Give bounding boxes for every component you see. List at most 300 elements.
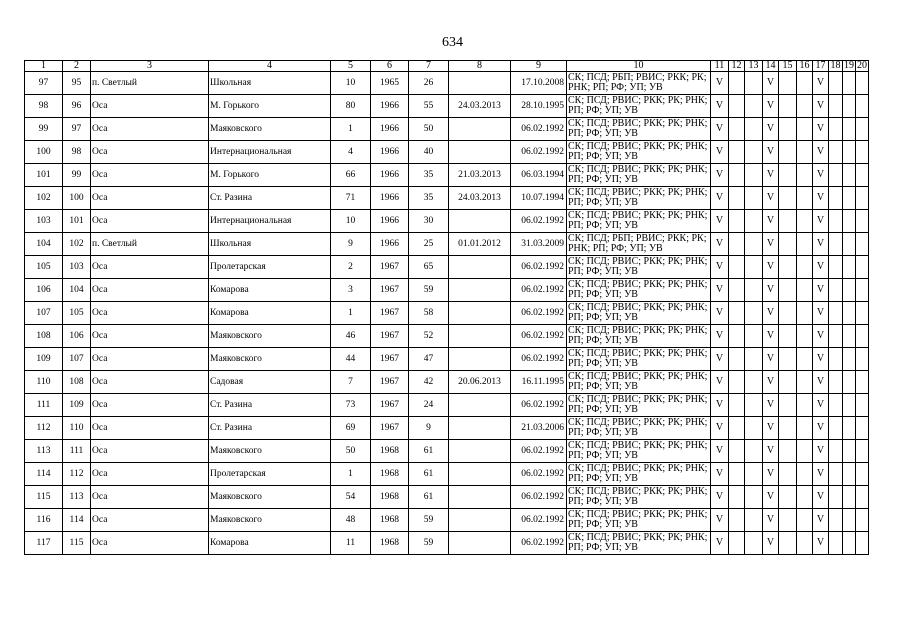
mark-cell-col-16 xyxy=(797,187,813,210)
mark-cell-col-11: V xyxy=(711,509,729,532)
mark-cell-col-14: V xyxy=(763,95,779,118)
house-number-cell: 66 xyxy=(331,164,371,187)
mark-cell-col-18 xyxy=(829,256,843,279)
table-row xyxy=(25,118,869,141)
mark-cell-col-17: V xyxy=(813,417,829,440)
mark-cell-col-16 xyxy=(797,233,813,256)
mark-cell-col-17: V xyxy=(813,210,829,233)
mark-cell-col-11: V xyxy=(711,325,729,348)
mark-cell-col-12 xyxy=(729,233,745,256)
mark-cell-col-11: V xyxy=(711,141,729,164)
mark-cell-col-17: V xyxy=(813,371,829,394)
mark-cell-col-14: V xyxy=(763,187,779,210)
settlement-cell: Оса xyxy=(91,486,209,509)
mark-cell-col-17: V xyxy=(813,532,829,555)
year-cell: 1967 xyxy=(371,302,409,325)
codes-cell: СК; ПСД; РВИС; РКК; РК; РНК; РП; РФ; УП; УВ xyxy=(567,210,711,233)
house-number-cell: 1 xyxy=(331,302,371,325)
settlement-cell: Оса xyxy=(91,440,209,463)
house-number-cell: 80 xyxy=(331,95,371,118)
mark-cell-col-15 xyxy=(779,279,797,302)
list-number: 107 xyxy=(63,348,91,371)
mark-cell-col-11: V xyxy=(711,233,729,256)
mark-cell-col-14: V xyxy=(763,256,779,279)
date-column-9-cell: 06.02.1992 xyxy=(511,348,567,371)
column-7-cell: 59 xyxy=(409,279,449,302)
mark-cell-col-19 xyxy=(843,417,856,440)
mark-cell-col-14: V xyxy=(763,279,779,302)
mark-cell-col-20 xyxy=(856,371,869,394)
list-number: 108 xyxy=(63,371,91,394)
mark-cell-col-16 xyxy=(797,532,813,555)
mark-cell-col-12 xyxy=(729,417,745,440)
mark-cell-col-16 xyxy=(797,394,813,417)
mark-cell-col-19 xyxy=(843,95,856,118)
house-number-cell: 3 xyxy=(331,279,371,302)
settlement-cell: Оса xyxy=(91,95,209,118)
column-7-cell: 26 xyxy=(409,72,449,95)
mark-cell-col-16 xyxy=(797,440,813,463)
house-number-cell: 50 xyxy=(331,440,371,463)
date-column-9-cell: 10.07.1994 xyxy=(511,187,567,210)
street-cell: Ст. Разина xyxy=(209,394,331,417)
mark-cell-col-12 xyxy=(729,348,745,371)
codes-cell: СК; ПСД; РВИС; РКК; РК; РНК; РП; РФ; УП; УВ xyxy=(567,394,711,417)
mark-cell-col-18 xyxy=(829,279,843,302)
street-cell: Интернациональная xyxy=(209,141,331,164)
year-cell: 1967 xyxy=(371,371,409,394)
mark-cell-col-19 xyxy=(843,233,856,256)
mark-cell-col-17: V xyxy=(813,141,829,164)
table-row xyxy=(25,302,869,325)
street-cell: Маяковского xyxy=(209,440,331,463)
codes-cell: СК; ПСД; РВИС; РКК; РК; РНК; РП; РФ; УП; УВ xyxy=(567,279,711,302)
street-cell: Ст. Разина xyxy=(209,187,331,210)
table-row xyxy=(25,486,869,509)
mark-cell-col-12 xyxy=(729,371,745,394)
date-column-9-cell: 06.02.1992 xyxy=(511,118,567,141)
mark-cell-col-17: V xyxy=(813,348,829,371)
column-number-cell: 6 xyxy=(371,61,409,72)
codes-cell: СК; ПСД; РВИС; РКК; РК; РНК; РП; РФ; УП; УВ xyxy=(567,509,711,532)
mark-cell-col-12 xyxy=(729,141,745,164)
date-column-8-cell xyxy=(449,440,511,463)
mark-cell-col-16 xyxy=(797,325,813,348)
mark-cell-col-13 xyxy=(745,187,763,210)
mark-cell-col-20 xyxy=(856,118,869,141)
row-number: 117 xyxy=(25,532,63,555)
date-column-9-cell: 06.02.1992 xyxy=(511,256,567,279)
list-number: 95 xyxy=(63,72,91,95)
year-cell: 1966 xyxy=(371,233,409,256)
mark-cell-col-19 xyxy=(843,532,856,555)
date-column-8-cell: 24.03.2013 xyxy=(449,187,511,210)
page-number: 634 xyxy=(442,35,463,50)
row-number: 100 xyxy=(25,141,63,164)
column-7-cell: 9 xyxy=(409,417,449,440)
year-cell: 1965 xyxy=(371,72,409,95)
year-cell: 1966 xyxy=(371,164,409,187)
mark-cell-col-19 xyxy=(843,210,856,233)
street-cell: Маяковского xyxy=(209,118,331,141)
date-column-9-cell: 21.03.2006 xyxy=(511,417,567,440)
row-number: 109 xyxy=(25,348,63,371)
mark-cell-col-17: V xyxy=(813,463,829,486)
mark-cell-col-11: V xyxy=(711,256,729,279)
mark-cell-col-13 xyxy=(745,371,763,394)
codes-cell: СК; ПСД; РВИС; РКК; РК; РНК; РП; РФ; УП; УВ xyxy=(567,256,711,279)
mark-cell-col-15 xyxy=(779,532,797,555)
mark-cell-col-17: V xyxy=(813,279,829,302)
house-number-cell: 11 xyxy=(331,532,371,555)
year-cell: 1968 xyxy=(371,463,409,486)
settlement-cell: Оса xyxy=(91,210,209,233)
date-column-9-cell: 06.02.1992 xyxy=(511,463,567,486)
mark-cell-col-14: V xyxy=(763,348,779,371)
date-column-8-cell xyxy=(449,486,511,509)
row-number: 108 xyxy=(25,325,63,348)
mark-cell-col-13 xyxy=(745,302,763,325)
row-number: 114 xyxy=(25,463,63,486)
mark-cell-col-15 xyxy=(779,210,797,233)
row-number: 102 xyxy=(25,187,63,210)
mark-cell-col-16 xyxy=(797,95,813,118)
list-number: 106 xyxy=(63,325,91,348)
list-number: 109 xyxy=(63,394,91,417)
mark-cell-col-13 xyxy=(745,417,763,440)
column-number-cell: 15 xyxy=(779,61,797,72)
settlement-cell: Оса xyxy=(91,394,209,417)
column-7-cell: 25 xyxy=(409,233,449,256)
column-7-cell: 61 xyxy=(409,440,449,463)
mark-cell-col-20 xyxy=(856,256,869,279)
mark-cell-col-15 xyxy=(779,463,797,486)
mark-cell-col-16 xyxy=(797,348,813,371)
settlement-cell: Оса xyxy=(91,187,209,210)
date-column-8-cell xyxy=(449,509,511,532)
mark-cell-col-14: V xyxy=(763,118,779,141)
codes-cell: СК; ПСД; РВИС; РКК; РК; РНК; РП; РФ; УП; УВ xyxy=(567,325,711,348)
mark-cell-col-19 xyxy=(843,279,856,302)
mark-cell-col-16 xyxy=(797,256,813,279)
mark-cell-col-16 xyxy=(797,371,813,394)
date-column-8-cell: 20.06.2013 xyxy=(449,371,511,394)
mark-cell-col-18 xyxy=(829,187,843,210)
column-7-cell: 52 xyxy=(409,325,449,348)
date-column-9-cell: 06.02.1992 xyxy=(511,325,567,348)
year-cell: 1966 xyxy=(371,118,409,141)
column-7-cell: 35 xyxy=(409,187,449,210)
mark-cell-col-17: V xyxy=(813,233,829,256)
table-row xyxy=(25,187,869,210)
mark-cell-col-14: V xyxy=(763,509,779,532)
codes-cell: СК; ПСД; РВИС; РКК; РК; РНК; РП; РФ; УП; УВ xyxy=(567,371,711,394)
column-number-row xyxy=(25,61,869,72)
mark-cell-col-17: V xyxy=(813,118,829,141)
street-cell: Маяковского xyxy=(209,486,331,509)
row-number: 99 xyxy=(25,118,63,141)
mark-cell-col-11: V xyxy=(711,187,729,210)
year-cell: 1968 xyxy=(371,509,409,532)
mark-cell-col-15 xyxy=(779,440,797,463)
date-column-8-cell xyxy=(449,72,511,95)
mark-cell-col-17: V xyxy=(813,486,829,509)
mark-cell-col-12 xyxy=(729,440,745,463)
column-number-cell: 10 xyxy=(567,61,711,72)
mark-cell-col-18 xyxy=(829,302,843,325)
table-row xyxy=(25,394,869,417)
row-number: 103 xyxy=(25,210,63,233)
table-row xyxy=(25,509,869,532)
date-column-8-cell xyxy=(449,325,511,348)
table-row xyxy=(25,463,869,486)
settlement-cell: п. Светлый xyxy=(91,233,209,256)
table-row xyxy=(25,256,869,279)
column-7-cell: 58 xyxy=(409,302,449,325)
house-number-cell: 10 xyxy=(331,210,371,233)
mark-cell-col-16 xyxy=(797,279,813,302)
mark-cell-col-18 xyxy=(829,486,843,509)
mark-cell-col-19 xyxy=(843,302,856,325)
mark-cell-col-17: V xyxy=(813,302,829,325)
mark-cell-col-14: V xyxy=(763,210,779,233)
date-column-8-cell: 01.01.2012 xyxy=(449,233,511,256)
row-number: 110 xyxy=(25,371,63,394)
mark-cell-col-18 xyxy=(829,417,843,440)
mark-cell-col-20 xyxy=(856,532,869,555)
year-cell: 1966 xyxy=(371,95,409,118)
mark-cell-col-19 xyxy=(843,348,856,371)
date-column-8-cell xyxy=(449,463,511,486)
mark-cell-col-11: V xyxy=(711,95,729,118)
row-number: 111 xyxy=(25,394,63,417)
mark-cell-col-14: V xyxy=(763,72,779,95)
mark-cell-col-14: V xyxy=(763,233,779,256)
date-column-8-cell xyxy=(449,118,511,141)
date-column-9-cell: 06.02.1992 xyxy=(511,141,567,164)
settlement-cell: Оса xyxy=(91,532,209,555)
column-7-cell: 65 xyxy=(409,256,449,279)
date-column-9-cell: 06.02.1992 xyxy=(511,279,567,302)
mark-cell-col-15 xyxy=(779,233,797,256)
settlement-cell: п. Светлый xyxy=(91,72,209,95)
codes-cell: СК; ПСД; РБП; РВИС; РКК; РК; РНК; РП; РФ; УП; УВ xyxy=(567,233,711,256)
house-number-cell: 71 xyxy=(331,187,371,210)
mark-cell-col-12 xyxy=(729,279,745,302)
list-number: 111 xyxy=(63,440,91,463)
column-7-cell: 35 xyxy=(409,164,449,187)
mark-cell-col-14: V xyxy=(763,463,779,486)
mark-cell-col-12 xyxy=(729,394,745,417)
mark-cell-col-20 xyxy=(856,348,869,371)
list-number: 115 xyxy=(63,532,91,555)
house-number-cell: 48 xyxy=(331,509,371,532)
mark-cell-col-18 xyxy=(829,72,843,95)
date-column-9-cell: 06.03.1994 xyxy=(511,164,567,187)
street-cell: Маяковского xyxy=(209,509,331,532)
row-number: 116 xyxy=(25,509,63,532)
list-number: 102 xyxy=(63,233,91,256)
list-number: 114 xyxy=(63,509,91,532)
list-number: 110 xyxy=(63,417,91,440)
table-row xyxy=(25,371,869,394)
settlement-cell: Оса xyxy=(91,463,209,486)
house-number-cell: 1 xyxy=(331,463,371,486)
mark-cell-col-12 xyxy=(729,187,745,210)
mark-cell-col-13 xyxy=(745,118,763,141)
mark-cell-col-14: V xyxy=(763,141,779,164)
date-column-8-cell xyxy=(449,417,511,440)
date-column-8-cell xyxy=(449,348,511,371)
column-number-cell: 20 xyxy=(857,60,867,71)
date-column-8-cell xyxy=(449,210,511,233)
row-number: 113 xyxy=(25,440,63,463)
mark-cell-col-15 xyxy=(779,371,797,394)
year-cell: 1967 xyxy=(371,256,409,279)
row-number: 104 xyxy=(25,233,63,256)
mark-cell-col-15 xyxy=(779,348,797,371)
mark-cell-col-20 xyxy=(856,440,869,463)
mark-cell-col-20 xyxy=(856,164,869,187)
mark-cell-col-15 xyxy=(779,164,797,187)
street-cell: Садовая xyxy=(209,371,331,394)
street-cell: Пролетарская xyxy=(209,463,331,486)
mark-cell-col-18 xyxy=(829,164,843,187)
mark-cell-col-16 xyxy=(797,509,813,532)
table-row xyxy=(25,532,869,555)
date-column-9-cell: 06.02.1992 xyxy=(511,532,567,555)
mark-cell-col-16 xyxy=(797,486,813,509)
date-column-9-cell: 17.10.2008 xyxy=(511,72,567,95)
mark-cell-col-17: V xyxy=(813,394,829,417)
mark-cell-col-14: V xyxy=(763,532,779,555)
column-7-cell: 30 xyxy=(409,210,449,233)
year-cell: 1968 xyxy=(371,486,409,509)
year-cell: 1967 xyxy=(371,325,409,348)
street-cell: Интернациональная xyxy=(209,210,331,233)
codes-cell: СК; ПСД; РВИС; РКК; РК; РНК; РП; РФ; УП; УВ xyxy=(567,417,711,440)
date-column-9-cell: 06.02.1992 xyxy=(511,509,567,532)
mark-cell-col-12 xyxy=(729,325,745,348)
mark-cell-col-13 xyxy=(745,463,763,486)
column-7-cell: 61 xyxy=(409,486,449,509)
row-number: 107 xyxy=(25,302,63,325)
mark-cell-col-14: V xyxy=(763,164,779,187)
mark-cell-col-20 xyxy=(856,141,869,164)
mark-cell-col-15 xyxy=(779,486,797,509)
mark-cell-col-11: V xyxy=(711,486,729,509)
mark-cell-col-17: V xyxy=(813,440,829,463)
mark-cell-col-11: V xyxy=(711,164,729,187)
mark-cell-col-13 xyxy=(745,325,763,348)
settlement-cell: Оса xyxy=(91,417,209,440)
mark-cell-col-20 xyxy=(856,417,869,440)
table-row xyxy=(25,141,869,164)
column-number-cell: 2 xyxy=(63,61,91,72)
date-column-8-cell: 24.03.2013 xyxy=(449,95,511,118)
mark-cell-col-12 xyxy=(729,256,745,279)
mark-cell-col-20 xyxy=(856,279,869,302)
mark-cell-col-13 xyxy=(745,141,763,164)
mark-cell-col-13 xyxy=(745,509,763,532)
table-row xyxy=(25,348,869,371)
table-row xyxy=(25,279,869,302)
housing-register-table xyxy=(24,60,869,555)
mark-cell-col-13 xyxy=(745,164,763,187)
house-number-cell: 7 xyxy=(331,371,371,394)
codes-cell: СК; ПСД; РВИС; РКК; РК; РНК; РП; РФ; УП; УВ xyxy=(567,348,711,371)
year-cell: 1967 xyxy=(371,279,409,302)
street-cell: Школьная xyxy=(209,233,331,256)
settlement-cell: Оса xyxy=(91,325,209,348)
mark-cell-col-12 xyxy=(729,164,745,187)
table-row xyxy=(25,164,869,187)
codes-cell: СК; ПСД; РВИС; РКК; РК; РНК; РП; РФ; УП; УВ xyxy=(567,141,711,164)
mark-cell-col-13 xyxy=(745,279,763,302)
house-number-cell: 9 xyxy=(331,233,371,256)
year-cell: 1967 xyxy=(371,348,409,371)
column-7-cell: 55 xyxy=(409,95,449,118)
codes-cell: СК; ПСД; РВИС; РКК; РК; РНК; РП; РФ; УП; УВ xyxy=(567,440,711,463)
mark-cell-col-11: V xyxy=(711,463,729,486)
mark-cell-col-13 xyxy=(745,210,763,233)
mark-cell-col-20 xyxy=(856,187,869,210)
street-cell: Школьная xyxy=(209,72,331,95)
table-row xyxy=(25,325,869,348)
mark-cell-col-11: V xyxy=(711,279,729,302)
mark-cell-col-15 xyxy=(779,141,797,164)
column-number-cell: 1 xyxy=(25,61,63,72)
mark-cell-col-16 xyxy=(797,210,813,233)
mark-cell-col-15 xyxy=(779,325,797,348)
mark-cell-col-20 xyxy=(856,463,869,486)
mark-cell-col-13 xyxy=(745,95,763,118)
mark-cell-col-11: V xyxy=(711,302,729,325)
column-7-cell: 24 xyxy=(409,394,449,417)
list-number: 101 xyxy=(63,210,91,233)
row-number: 112 xyxy=(25,417,63,440)
column-7-cell: 59 xyxy=(409,509,449,532)
mark-cell-col-13 xyxy=(745,348,763,371)
mark-cell-col-19 xyxy=(843,394,856,417)
mark-cell-col-14: V xyxy=(763,302,779,325)
settlement-cell: Оса xyxy=(91,141,209,164)
table-row xyxy=(25,210,869,233)
codes-cell: СК; ПСД; РВИС; РКК; РК; РНК; РП; РФ; УП; УВ xyxy=(567,95,711,118)
mark-cell-col-14: V xyxy=(763,486,779,509)
mark-cell-col-19 xyxy=(843,440,856,463)
mark-cell-col-19 xyxy=(843,486,856,509)
mark-cell-col-18 xyxy=(829,440,843,463)
codes-cell: СК; ПСД; РБП; РВИС; РКК; РК; РНК; РП; РФ; УП; УВ xyxy=(567,72,711,95)
mark-cell-col-19 xyxy=(843,187,856,210)
mark-cell-col-18 xyxy=(829,509,843,532)
mark-cell-col-18 xyxy=(829,371,843,394)
year-cell: 1966 xyxy=(371,210,409,233)
date-column-8-cell: 21.03.2013 xyxy=(449,164,511,187)
mark-cell-col-11: V xyxy=(711,348,729,371)
mark-cell-col-13 xyxy=(745,532,763,555)
settlement-cell: Оса xyxy=(91,256,209,279)
house-number-cell: 46 xyxy=(331,325,371,348)
row-number: 105 xyxy=(25,256,63,279)
codes-cell: СК; ПСД; РВИС; РКК; РК; РНК; РП; РФ; УП; УВ xyxy=(567,187,711,210)
mark-cell-col-13 xyxy=(745,394,763,417)
mark-cell-col-11: V xyxy=(711,118,729,141)
mark-cell-col-20 xyxy=(856,325,869,348)
mark-cell-col-11: V xyxy=(711,394,729,417)
mark-cell-col-18 xyxy=(829,233,843,256)
